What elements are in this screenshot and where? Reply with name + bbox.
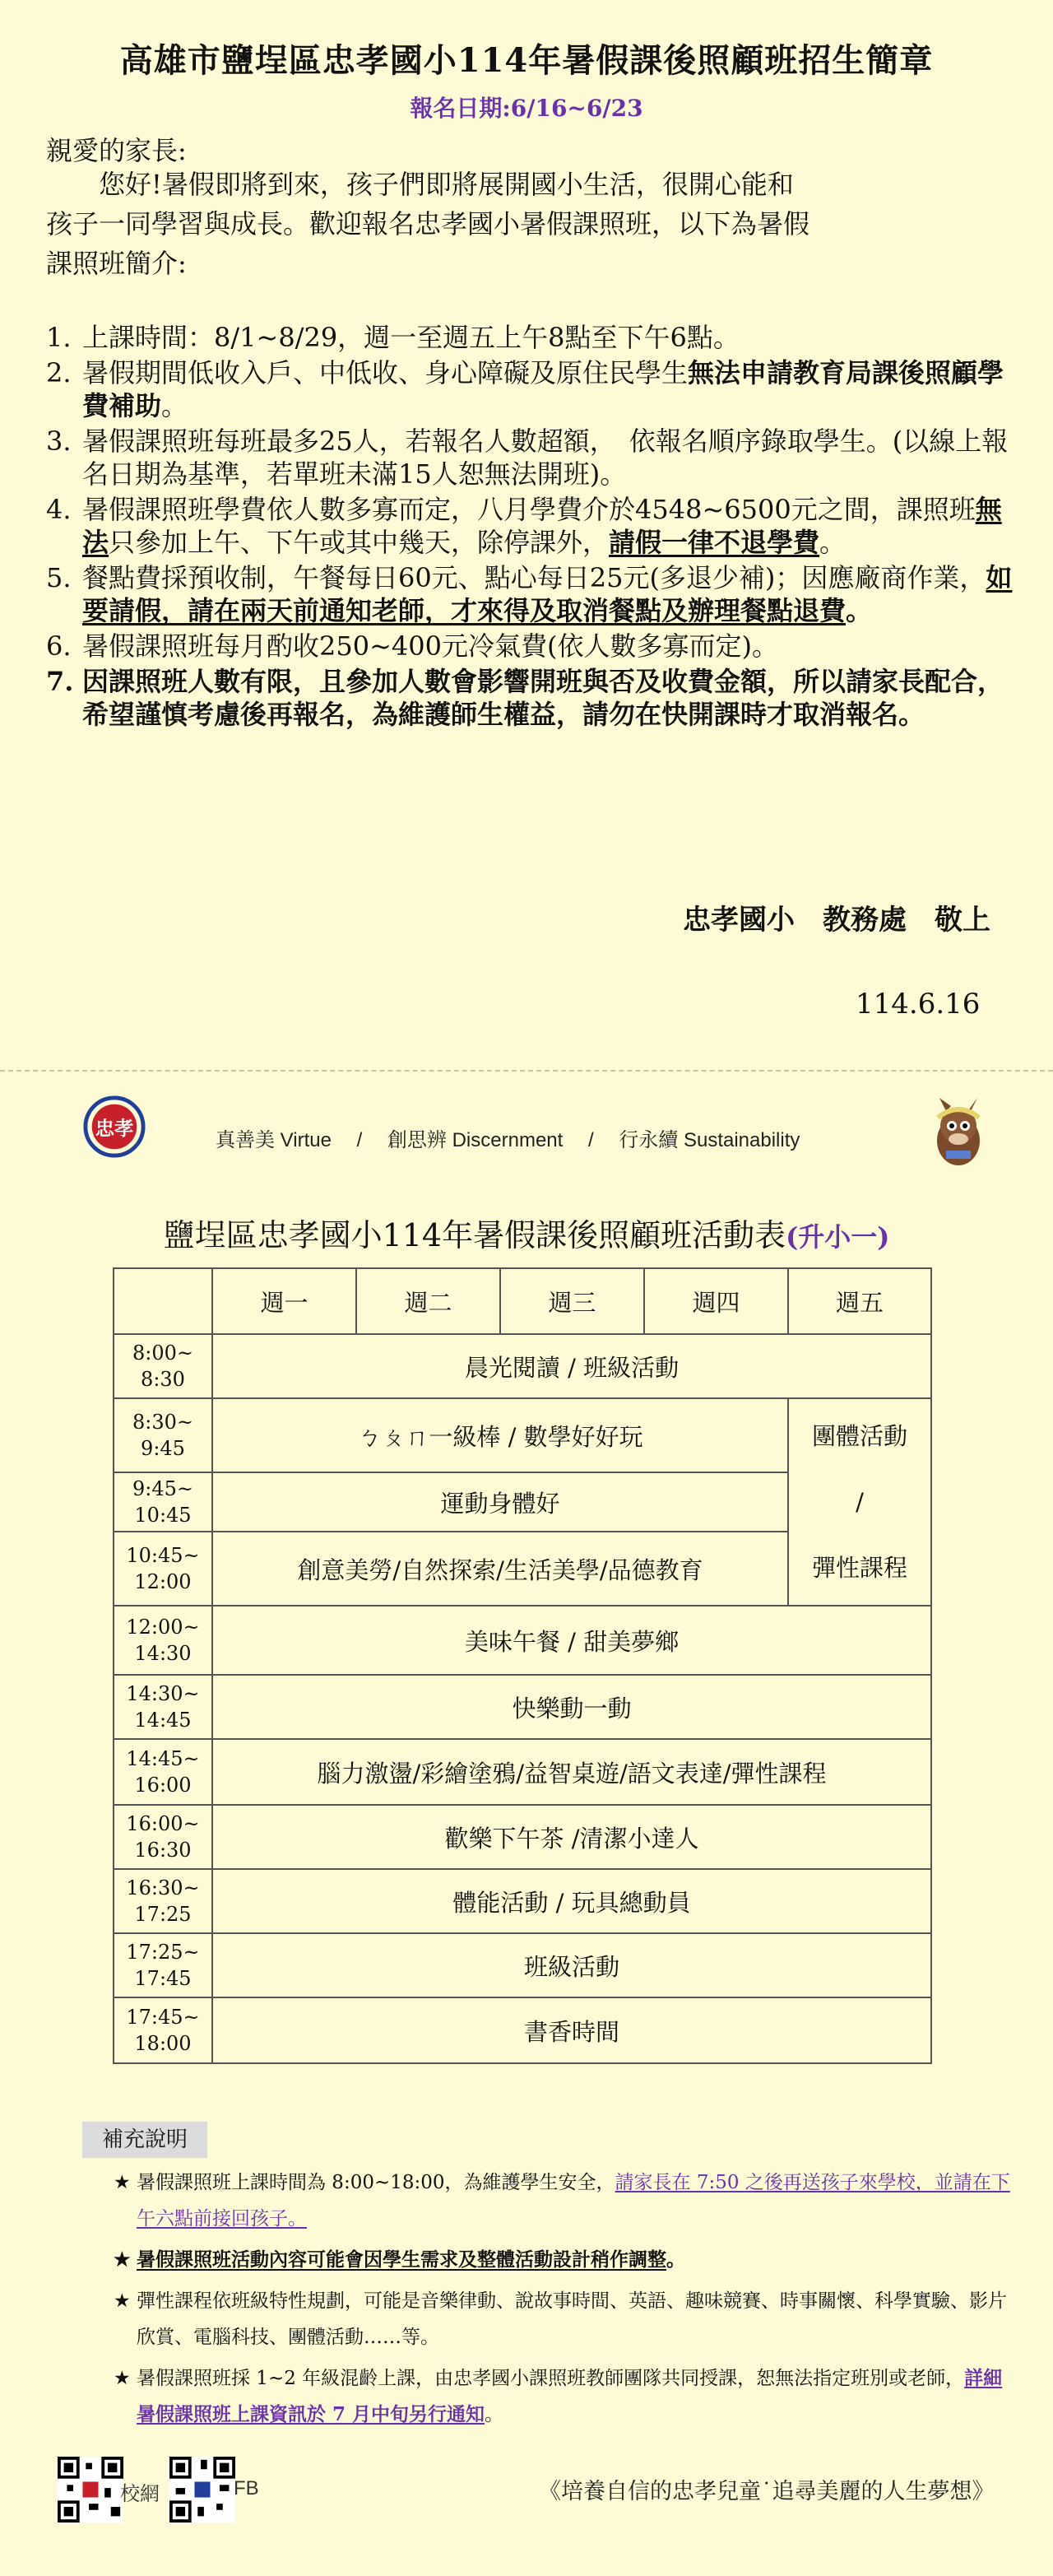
note-emphasis: 詳細暑假課照班上課資訊於 7 月中旬另行通知 (137, 2367, 1003, 2425)
rule-number: 5. (46, 562, 72, 593)
facebook-qr-icon[interactable] (169, 2457, 235, 2523)
time-cell (114, 1532, 212, 1606)
table-row (114, 1739, 931, 1805)
time-start: 16:00~ (126, 1812, 200, 1835)
rule-emphasis: 請假一律不退學費 (609, 527, 820, 558)
table-row (114, 1933, 931, 1997)
activity-cell: 班級活動 (212, 1933, 931, 1997)
activity-cell: ㄅㄆㄇ一級棒 / 數學好好玩 (212, 1398, 788, 1472)
time-end: 16:30 (134, 1839, 192, 1862)
time-end: 17:45 (134, 1967, 192, 1990)
section-divider (0, 1070, 1053, 1072)
signature-org: 忠孝國小 教務處 敬上 (683, 904, 990, 937)
note-text: 。 (485, 2404, 504, 2425)
rule-number: 4. (46, 494, 72, 525)
notes-list (114, 2164, 1018, 2438)
time-cell (114, 1472, 212, 1532)
activity-cell: 運動身體好 (212, 1472, 788, 1532)
time-start: 10:45~ (126, 1544, 200, 1567)
side-activity-line: / (856, 1488, 864, 1516)
rule-item (46, 561, 1017, 627)
rule-text: 暑假課照班每班最多25人，若報名人數超額， 依報名順序錄取學生。(以線上報名日期為基準，若單班未滿15人恕無法開班)。 (82, 425, 1009, 490)
school-logo-icon (82, 1095, 146, 1159)
side-activity-cell (788, 1398, 931, 1606)
school-slogan: 《培養自信的忠孝兒童˙追尋美麗的人生夢想》 (539, 2479, 995, 2504)
time-start: 12:00~ (126, 1616, 200, 1639)
star-bullet-icon: ★ (114, 2368, 131, 2389)
note-text: 暑假課照班採 1~2 年級混齡上課，由忠孝國小課照班教師團隊共同授課，恕無法指定班別或老師， (137, 2368, 965, 2389)
rule-number: 6. (46, 630, 72, 662)
time-end: 12:00 (134, 1570, 192, 1593)
time-end: 9:45 (141, 1437, 185, 1460)
activity-cell: 晨光閱讀 / 班級活動 (212, 1334, 931, 1398)
activity-cell: 美味午餐 / 甜美夢鄉 (212, 1606, 931, 1675)
note-item (114, 2283, 1018, 2355)
rule-emphasis: 無法申請教育局課後照顧學費補助 (82, 357, 1004, 421)
school-logo-text: 忠孝 (95, 1116, 134, 1140)
table-row (114, 1805, 931, 1869)
qr-label: 校網 (120, 2483, 160, 2505)
registration-date: 報名日期:6/16~6/23 (410, 95, 643, 122)
note-emphasis: 請家長在 7:50 之後再送孩子來學校，並請在下午六點前接回孩子。 (137, 2172, 1010, 2230)
intro-paragraph (46, 165, 1017, 283)
table-header-row (114, 1268, 931, 1334)
rule-emphasis: 如要請假，請在 (82, 562, 1013, 626)
notice-title: 高雄市鹽埕區忠孝國小114年暑假課後照顧班招生簡章 (119, 41, 934, 80)
school-site-qr-icon[interactable] (58, 2457, 123, 2523)
rule-text: 。 (846, 595, 873, 626)
note-item (114, 2164, 1018, 2237)
time-start: 14:45~ (126, 1747, 200, 1770)
side-activity-line: 彈性課程 (811, 1554, 907, 1582)
time-cell (114, 1398, 212, 1472)
time-end: 17:25 (134, 1903, 192, 1926)
rule-item (46, 356, 1017, 422)
rule-text: 暑假期間低收入戶、中低收、身心障礙及原住民學生 (82, 357, 689, 388)
rule-text: 暑假課照班學費依人數多寡而定，八月學費介於4548~6500元之間，課照班 (82, 494, 976, 525)
star-bullet-icon: ★ (114, 2172, 131, 2193)
time-cell (114, 1997, 212, 2063)
rule-item (46, 665, 1017, 731)
star-bullet-icon: ★ (114, 2290, 131, 2312)
time-start: 9:45~ (132, 1477, 193, 1500)
greeting: 親愛的家長: (46, 135, 187, 166)
time-end: 14:45 (134, 1709, 192, 1732)
time-cell (114, 1675, 212, 1739)
rule-text: 只參加上午、下午或其中幾天，除停課外， (109, 527, 610, 558)
rule-number: 2. (46, 357, 72, 388)
school-motto: 真善美 Virtue / 創思辨 Discernment / 行永續 Sustainability (216, 1129, 800, 1151)
activity-cell: 創意美勞/自然探索/生活美學/品德教育 (212, 1532, 788, 1606)
time-start: 16:30~ (126, 1876, 200, 1899)
rule-text: 暑假課照班每月酌收250~400元冷氣費(依人數多寡而定)。 (82, 630, 778, 662)
notes-label: 補充說明 (82, 2122, 207, 2158)
star-bullet-icon: ★ (114, 2248, 131, 2271)
day-header: 週一 (212, 1268, 356, 1334)
schedule-title (0, 1210, 1053, 1255)
rule-text: 因課照班人數有限，且參加人數會影響開班與否及收費金額，所以請家長配合，希望謹慎考慮後再報名，為維護師生權益，請勿在快開課時才取消報名。 (82, 666, 1004, 730)
rule-text: 。 (819, 527, 847, 558)
activity-cell: 書香時間 (212, 1997, 931, 2063)
schedule-title-text: 鹽埕區忠孝國小114年暑假課後照顧班活動表 (163, 1217, 786, 1253)
activity-cell: 歡樂下午茶 /清潔小達人 (212, 1805, 931, 1869)
time-cell (114, 1805, 212, 1869)
time-cell (114, 1933, 212, 1997)
time-start: 17:25~ (126, 1941, 200, 1964)
time-start: 17:45~ (126, 2006, 200, 2029)
day-header: 週五 (788, 1268, 931, 1334)
note-text: 暑假課照班上課時間為 8:00~18:00，為維護學生安全， (137, 2172, 615, 2193)
activity-cell: 快樂動一動 (212, 1675, 931, 1739)
time-start: 14:30~ (126, 1682, 200, 1705)
time-cell (114, 1869, 212, 1933)
signature-date: 114.6.16 (856, 988, 981, 1021)
side-activity-line: 團體活動 (811, 1422, 907, 1450)
time-end: 8:30 (141, 1368, 185, 1391)
qr-label: FB (234, 2477, 259, 2499)
day-header: 週三 (500, 1268, 644, 1334)
note-text: 。 (666, 2248, 685, 2271)
activity-cell: 腦力激盪/彩繪塗鴉/益智桌遊/語文表達/彈性課程 (212, 1739, 931, 1805)
rule-item (46, 630, 1017, 663)
rule-item (46, 493, 1017, 559)
note-item (114, 2242, 1018, 2278)
schedule-table (113, 1267, 932, 2064)
table-row (114, 1869, 931, 1933)
rule-emphasis: 兩天前通知老師，才來得及取消餐點及辦理餐點退費 (240, 595, 847, 626)
time-cell (114, 1739, 212, 1805)
table-corner (114, 1268, 212, 1334)
intro-line: 您好!暑假即將到來，孩子們即將展開國小生活，很開心能和 (46, 169, 794, 200)
horse-mascot-icon (921, 1093, 995, 1172)
time-end: 14:30 (134, 1642, 192, 1665)
time-cell (114, 1606, 212, 1675)
day-header: 週二 (356, 1268, 500, 1334)
day-header: 週四 (644, 1268, 788, 1334)
rule-item (46, 425, 1017, 491)
intro-line: 孩子一同學習與成長。歡迎報名忠孝國小暑假課照班，以下為暑假 (46, 208, 810, 239)
note-text: 暑假課照班活動內容可能會因學生需求及整體活動設計稍作調整 (137, 2248, 666, 2271)
table-row (114, 1606, 931, 1675)
note-item (114, 2360, 1018, 2433)
rules-list (46, 321, 1017, 733)
rule-number: 1. (46, 322, 72, 353)
rule-item (46, 321, 1017, 354)
time-cell (114, 1334, 212, 1398)
rule-text: 。 (161, 390, 188, 421)
time-start: 8:00~ (132, 1341, 193, 1365)
grade-label: (升小一) (786, 1221, 890, 1253)
table-row (114, 1334, 931, 1398)
rule-text: 上課時間：8/1~8/29，週一至週五上午8點至下午6點。 (82, 322, 740, 353)
rule-number: 3. (46, 425, 72, 457)
rule-number: 7. (46, 666, 74, 697)
rule-emphasis: 無法 (82, 494, 1002, 558)
time-end: 18:00 (134, 2032, 192, 2055)
table-row (114, 1398, 931, 1472)
time-end: 10:45 (134, 1504, 192, 1527)
intro-line: 課照班簡介: (46, 248, 187, 279)
activity-cell: 體能活動 / 玩具總動員 (212, 1869, 931, 1933)
time-start: 8:30~ (132, 1411, 193, 1434)
table-row (114, 1997, 931, 2063)
rule-text: 餐點費採預收制，午餐每日60元、點心每日25元(多退少補)；因應廠商作業， (82, 562, 986, 593)
time-end: 16:00 (134, 1774, 192, 1797)
table-row (114, 1675, 931, 1739)
note-text: 彈性課程依班級特性規劃，可能是音樂律動、說故事時間、英語、趣味競賽、時事關懷、科學實驗、影片欣賞、電腦科技、團體活動……等。 (137, 2290, 1007, 2348)
